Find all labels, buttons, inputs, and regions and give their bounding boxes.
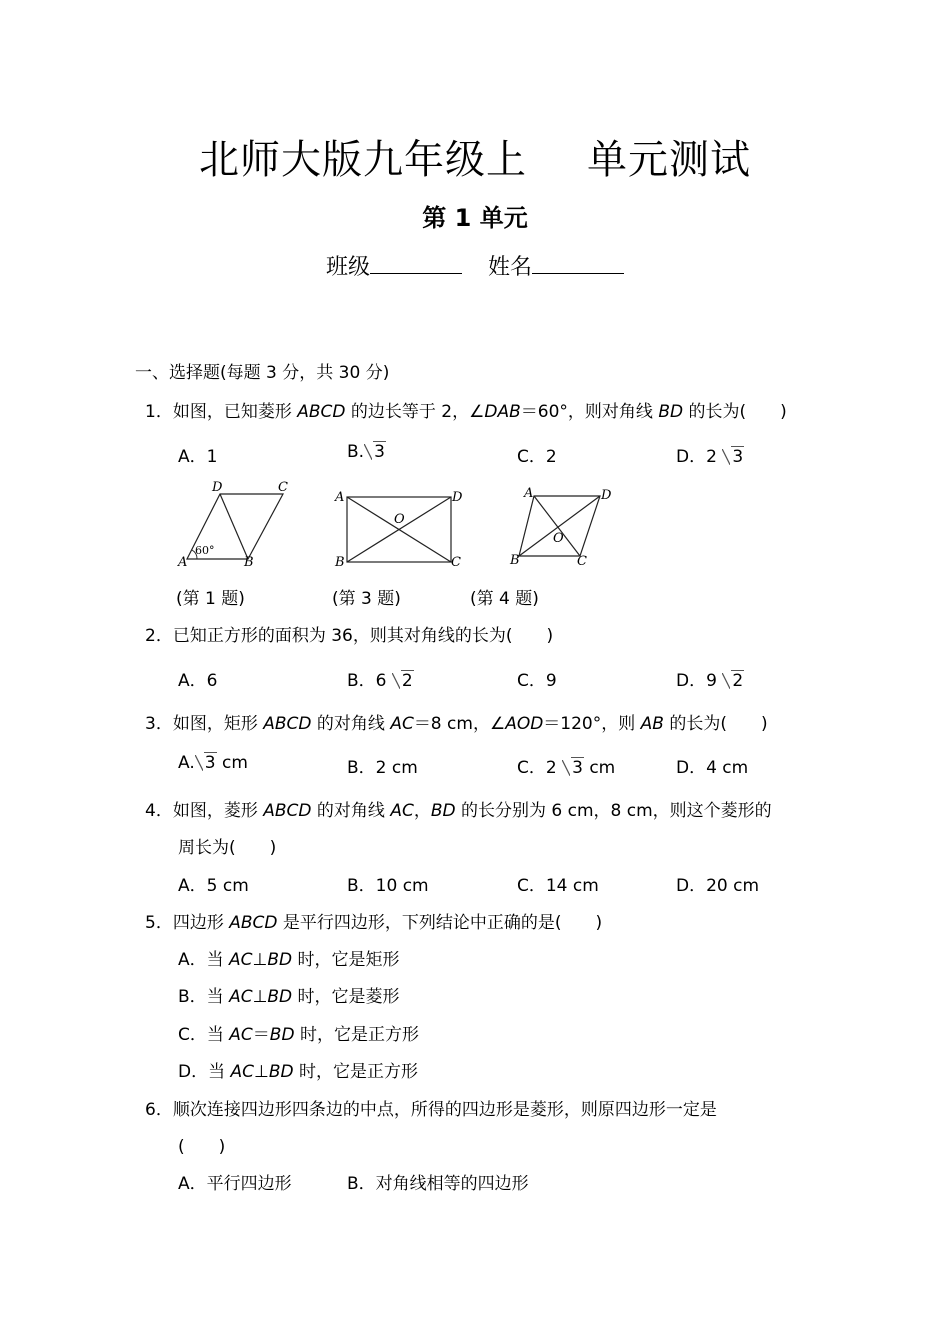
q1-option-b[interactable] — [347, 442, 386, 462]
q3-text: ＝120°，则 — [543, 714, 641, 734]
label-o: O — [394, 512, 405, 527]
class-blank[interactable] — [370, 253, 462, 274]
radicand: 3 — [732, 447, 744, 467]
sqrt-symbol — [392, 671, 414, 691]
q4-option-b[interactable]: B．10 cm — [347, 876, 429, 896]
diagonal-ac — [534, 496, 580, 556]
label-c: C — [278, 480, 288, 495]
q1-var: ABCD — [297, 402, 346, 422]
q3-text: 的对角线 — [311, 714, 391, 734]
radicand: 2 — [732, 671, 744, 691]
question-4 — [145, 796, 772, 821]
title-right: 单元测试 — [587, 137, 751, 183]
figure-4-caption: (第 4 题) — [470, 589, 539, 609]
q3-option-b[interactable]: B．2 cm — [347, 758, 418, 778]
q5-var: AC — [230, 1062, 254, 1082]
relation-symbol: ＝ — [252, 1025, 270, 1045]
q5-text: 是平行四边形，下列结论中正确的是( ) — [277, 913, 603, 933]
q5-option-a[interactable] — [178, 945, 400, 970]
q5-option-d[interactable] — [178, 1057, 418, 1082]
angle-label: 60° — [195, 544, 215, 557]
q4-text: 如图，菱形 — [172, 801, 264, 821]
label-a: A — [335, 490, 345, 505]
label-b: B — [335, 555, 345, 570]
radicand: 3 — [204, 753, 216, 773]
label-b: B — [510, 553, 520, 568]
q4-var: AC — [390, 801, 414, 821]
name-label: 姓名 — [488, 255, 533, 280]
q3-option-d[interactable]: D．4 cm — [676, 758, 749, 778]
page-title — [0, 128, 950, 185]
option-label: D．当 — [178, 1062, 231, 1082]
option-text: 时，它是菱形 — [292, 987, 400, 1007]
q1-option-d[interactable] — [676, 442, 744, 467]
question-6 — [145, 1095, 717, 1120]
option-label: A．当 — [178, 950, 230, 970]
class-label: 班级 — [325, 255, 370, 280]
label-o: O — [553, 531, 564, 546]
sqrt-symbol — [562, 758, 584, 778]
q4-text: ， — [413, 801, 431, 821]
figure-3-rectangle — [330, 484, 470, 574]
q4-text: 的长分别为 6 cm，8 cm，则这个菱形的 — [455, 801, 772, 821]
name-blank[interactable] — [532, 253, 624, 274]
q5-var: BD — [269, 1025, 295, 1045]
q3-text: 的长为( ) — [663, 714, 768, 734]
q5-var: ABCD — [229, 913, 278, 933]
q4-option-a[interactable]: A．5 cm — [178, 876, 249, 896]
q3-option-a[interactable] — [178, 753, 248, 773]
label-d: D — [452, 490, 463, 505]
sqrt-symbol — [722, 671, 744, 691]
q4-option-c[interactable]: C．14 cm — [517, 876, 599, 896]
figure-1-rhombus — [170, 480, 300, 572]
relation-symbol: ⊥ — [254, 1062, 269, 1082]
label-c: C — [451, 555, 461, 570]
q3-var: AC — [390, 714, 414, 734]
option-label: B．当 — [178, 987, 230, 1007]
q3-option-c[interactable] — [517, 753, 615, 778]
label-b: B — [244, 555, 254, 570]
q3-var: AB — [640, 714, 664, 734]
q5-var: AC — [229, 987, 253, 1007]
sqrt-symbol — [364, 442, 386, 462]
q6-text-line-2: ( ) — [178, 1137, 226, 1157]
q4-number: 4． — [145, 801, 173, 821]
q1-text: 如图，已知菱形 — [172, 402, 298, 422]
q3-var: AOD — [505, 714, 544, 734]
figure-3-caption: (第 3 题) — [332, 589, 401, 609]
radicand: 3 — [374, 442, 385, 462]
unit: cm — [216, 753, 248, 773]
option-label: B. — [347, 442, 365, 462]
q1-number: 1． — [145, 402, 173, 422]
diagonal-bd — [220, 494, 248, 559]
option-label: C．当 — [178, 1025, 230, 1045]
option-label: A. — [178, 753, 195, 773]
q2-option-d[interactable] — [676, 666, 744, 691]
q1-text: 的长为( ) — [683, 402, 787, 422]
q5-var: BD — [268, 1062, 294, 1082]
option-label: C．2 — [517, 758, 563, 778]
q6-number: 6． — [145, 1100, 173, 1120]
figure-4-rhombus — [505, 483, 625, 573]
label-a: A — [178, 555, 188, 570]
section-heading: 一、选择题(每题 3 分，共 30 分) — [135, 363, 390, 383]
q5-var: BD — [267, 987, 293, 1007]
q5-number: 5． — [145, 913, 173, 933]
q4-var: ABCD — [263, 801, 312, 821]
question-1 — [145, 397, 787, 422]
q2-number: 2． — [145, 626, 173, 646]
q4-option-d[interactable]: D．20 cm — [676, 876, 760, 896]
q3-text: ＝8 cm，∠ — [413, 714, 506, 734]
relation-symbol: ⊥ — [252, 950, 268, 970]
title-left: 北师大版九年级上 — [199, 137, 527, 183]
label-c: C — [577, 554, 587, 569]
q2-text: 已知正方形的面积为 36，则其对角线的长为( ) — [172, 626, 554, 646]
option-text: 时，它是正方形 — [294, 1025, 419, 1045]
q2-option-c[interactable]: C．9 — [517, 671, 557, 691]
q4-var: BD — [430, 801, 456, 821]
q5-var: AC — [229, 950, 253, 970]
question-3 — [145, 709, 768, 734]
q4-text: 的对角线 — [311, 801, 391, 821]
question-2 — [145, 621, 553, 646]
q5-option-b[interactable] — [178, 982, 400, 1007]
option-text: 时，它是矩形 — [292, 950, 400, 970]
q3-text: 如图，矩形 — [172, 714, 264, 734]
q6-text: 顺次连接四边形四条边的中点，所得的四边形是菱形，则原四边形一定是 — [172, 1100, 717, 1120]
radicand: 2 — [401, 671, 413, 691]
unit-subtitle: 第 1 单元 — [422, 204, 528, 232]
q1-option-c[interactable]: C．2 — [517, 447, 557, 467]
q1-text: ＝60°，则对角线 — [520, 402, 659, 422]
q2-option-b[interactable] — [347, 666, 414, 691]
q4-text-line-2: 周长为( ) — [178, 838, 277, 858]
q6-option-a[interactable]: A．平行四边形 — [178, 1174, 292, 1194]
relation-symbol: ⊥ — [252, 987, 268, 1007]
label-d: D — [212, 480, 223, 495]
q5-option-c[interactable] — [178, 1020, 419, 1045]
q3-var: ABCD — [263, 714, 312, 734]
q6-option-b[interactable]: B．对角线相等的四边形 — [347, 1174, 529, 1194]
radicand: 3 — [572, 758, 583, 778]
q1-option-a[interactable]: A．1 — [178, 447, 218, 467]
figure-1-caption: (第 1 题) — [176, 589, 245, 609]
option-label: D．2 — [676, 447, 723, 467]
unit: cm — [583, 758, 616, 778]
option-label: B．6 — [347, 671, 392, 691]
q2-option-a[interactable]: A．6 — [178, 671, 218, 691]
q5-var: AC — [229, 1025, 253, 1045]
q5-text: 四边形 — [172, 913, 230, 933]
label-d: D — [601, 488, 612, 503]
option-label: D．9 — [676, 671, 723, 691]
question-5 — [145, 908, 602, 933]
option-text: 时，它是正方形 — [293, 1062, 418, 1082]
sqrt-symbol — [722, 447, 744, 467]
sqrt-symbol — [195, 753, 217, 773]
label-a: A — [524, 486, 534, 501]
q1-var: DAB — [484, 402, 521, 422]
q1-var: BD — [658, 402, 684, 422]
q3-number: 3． — [145, 714, 173, 734]
student-info-line — [0, 250, 950, 281]
q1-text: 的边长等于 2，∠ — [345, 402, 485, 422]
q5-var: BD — [267, 950, 293, 970]
